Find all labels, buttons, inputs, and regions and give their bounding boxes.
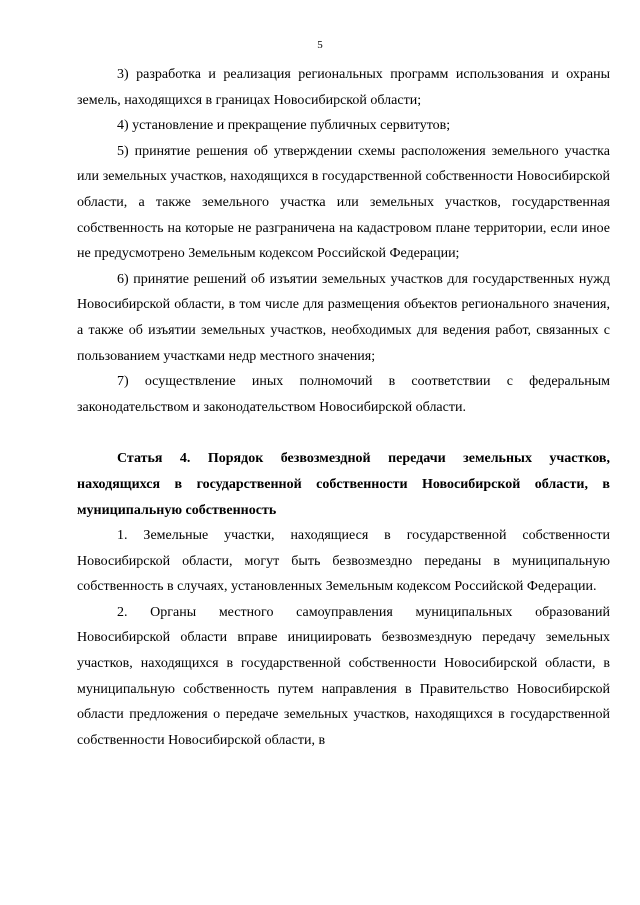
paragraph-item-6: 6) принятие решений об изъятии земельных участков для государственных нужд Новосибирской области, в том числе для размещения объектов регионального значения, а также об изъятии земельных участков, необходимых для ведения работ, связанных с пользованием участками недр местного значения; — [77, 271, 610, 364]
article-4-paragraph-1: 1. Земельные участки, находящиеся в государственной собственности Новосибирской области, могут быть безвозмездно переданы в муниципальную собственность в случаях, установленных Земельным кодексом Российской Федерации. — [77, 528, 610, 595]
paragraph-item-3: 3) разработка и реализация региональных программ использования и охраны земель, находящихся в границах Новосибирской области; — [77, 67, 610, 108]
paragraph-item-7: 7) осуществление иных полномочий в соответствии с федеральным законодательством и законодательством Новосибирской области. — [77, 374, 610, 415]
paragraph-item-4: 4) установление и прекращение публичных сервитутов; — [117, 118, 451, 134]
article-4-paragraph-2: 2. Органы местного самоуправления муниципальных образований Новосибирской области вправе инициировать безвозмездную передачу земельных участков, находящихся в государственной собственности Новосибирской области, в муниципальную собственность путем направления в Правительство Новосибирской области предложения о передаче земельных участков, находящихся в государственной собственности Новосибирской области, в — [77, 604, 610, 748]
paragraph-item-5: 5) принятие решения об утверждении схемы расположения земельного участка или земельных участков, находящихся в государственной собственности Новосибирской области, а также земельного участка или земельных участков, государственная собственность на которые не разграничена на кадастровом плане территории, если иное не предусмотрено Земельным кодексом Российской Федерации; — [77, 143, 610, 262]
page-content — [77, 62, 610, 753]
article-4-heading: Статья 4. Порядок безвозмездной передачи земельных участков, находящихся в государственной собственности Новосибирской области, в муниципальную собственность — [77, 451, 610, 518]
page-number: 5 — [317, 39, 323, 51]
